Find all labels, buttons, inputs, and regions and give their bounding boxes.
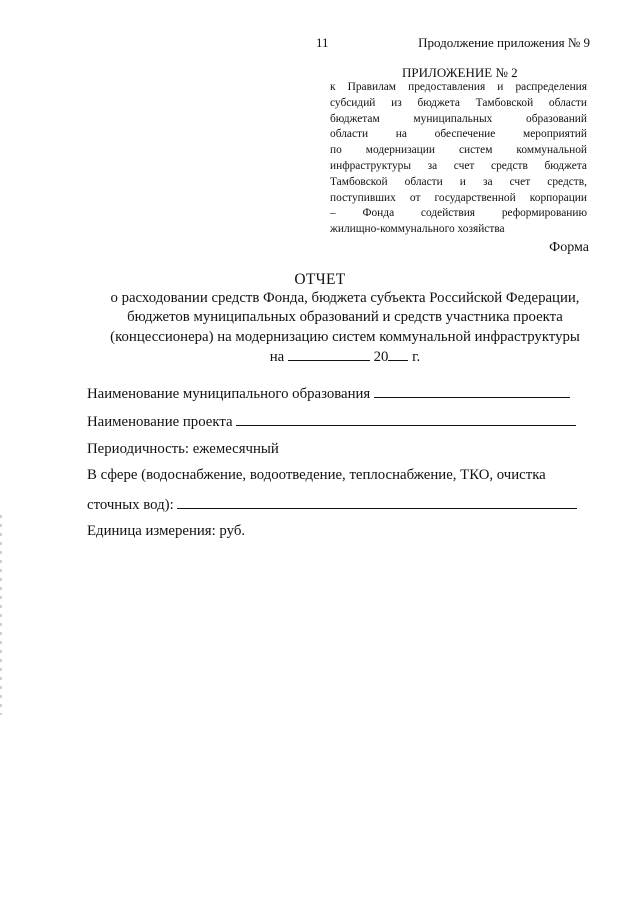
municipality-label: Наименование муниципального образования	[87, 386, 371, 402]
form-label: Форма	[549, 240, 589, 255]
sphere-blank[interactable]	[177, 495, 577, 509]
municipality-blank[interactable]	[374, 384, 570, 398]
appendix-line: области на обеспечение мероприятий	[330, 128, 587, 141]
appendix-line: – Фонда содействия реформированию	[330, 207, 587, 220]
date-year-prefix: 20	[373, 348, 389, 365]
sphere-label-line2: сточных вод):	[87, 497, 174, 513]
appendix-title: ПРИЛОЖЕНИЕ № 2	[402, 65, 518, 80]
scan-edge-mark	[0, 515, 2, 715]
report-subtitle-line: бюджетов муниципальных образований и средств участника проекта	[127, 309, 563, 326]
project-field	[87, 412, 576, 431]
unit-text: Единица измерения: руб.	[87, 523, 246, 539]
report-date-line	[60, 347, 630, 367]
sphere-text-line1: В сфере (водоснабжение, водоотведение, теплоснабжение, ТКО, очистка	[87, 467, 546, 483]
appendix-line: жилищно-коммунального хозяйства	[330, 223, 505, 236]
report-subtitle-line: (концессионера) на модернизацию систем коммунальной инфраструктуры	[110, 328, 580, 345]
appendix-line: по модернизации систем коммунальной	[330, 144, 587, 157]
appendix-line: субсидий из бюджета Тамбовской области	[330, 96, 587, 109]
appendix-line: бюджетам муниципальных образований	[330, 112, 587, 125]
appendix-line: инфраструктуры за счет средств бюджета	[330, 159, 587, 172]
continuation-note: Продолжение приложения № 9	[418, 35, 590, 50]
appendix-line: к Правилам предоставления и распределения	[330, 81, 587, 93]
page-number: 11	[316, 35, 329, 50]
project-blank[interactable]	[236, 412, 576, 426]
report-title: ОТЧЕТ	[294, 271, 346, 288]
appendix-line: Тамбовской области и за счет средств,	[330, 175, 587, 188]
project-label: Наименование проекта	[87, 414, 233, 430]
date-prefix: на	[269, 348, 285, 365]
municipality-field	[87, 384, 570, 403]
year-blank-field[interactable]	[388, 347, 408, 361]
sphere-field	[87, 495, 577, 514]
report-subtitle	[60, 289, 630, 367]
appendix-description	[330, 80, 587, 238]
report-subtitle-line: о расходовании средств Фонда, бюджета субъекта Российской Федерации,	[110, 290, 580, 306]
appendix-line: поступивших от государственной корпорации	[330, 191, 587, 204]
periodicity-text: Периодичность: ежемесячный	[87, 441, 279, 457]
date-blank-field[interactable]	[288, 347, 370, 361]
date-suffix: г.	[412, 348, 421, 365]
